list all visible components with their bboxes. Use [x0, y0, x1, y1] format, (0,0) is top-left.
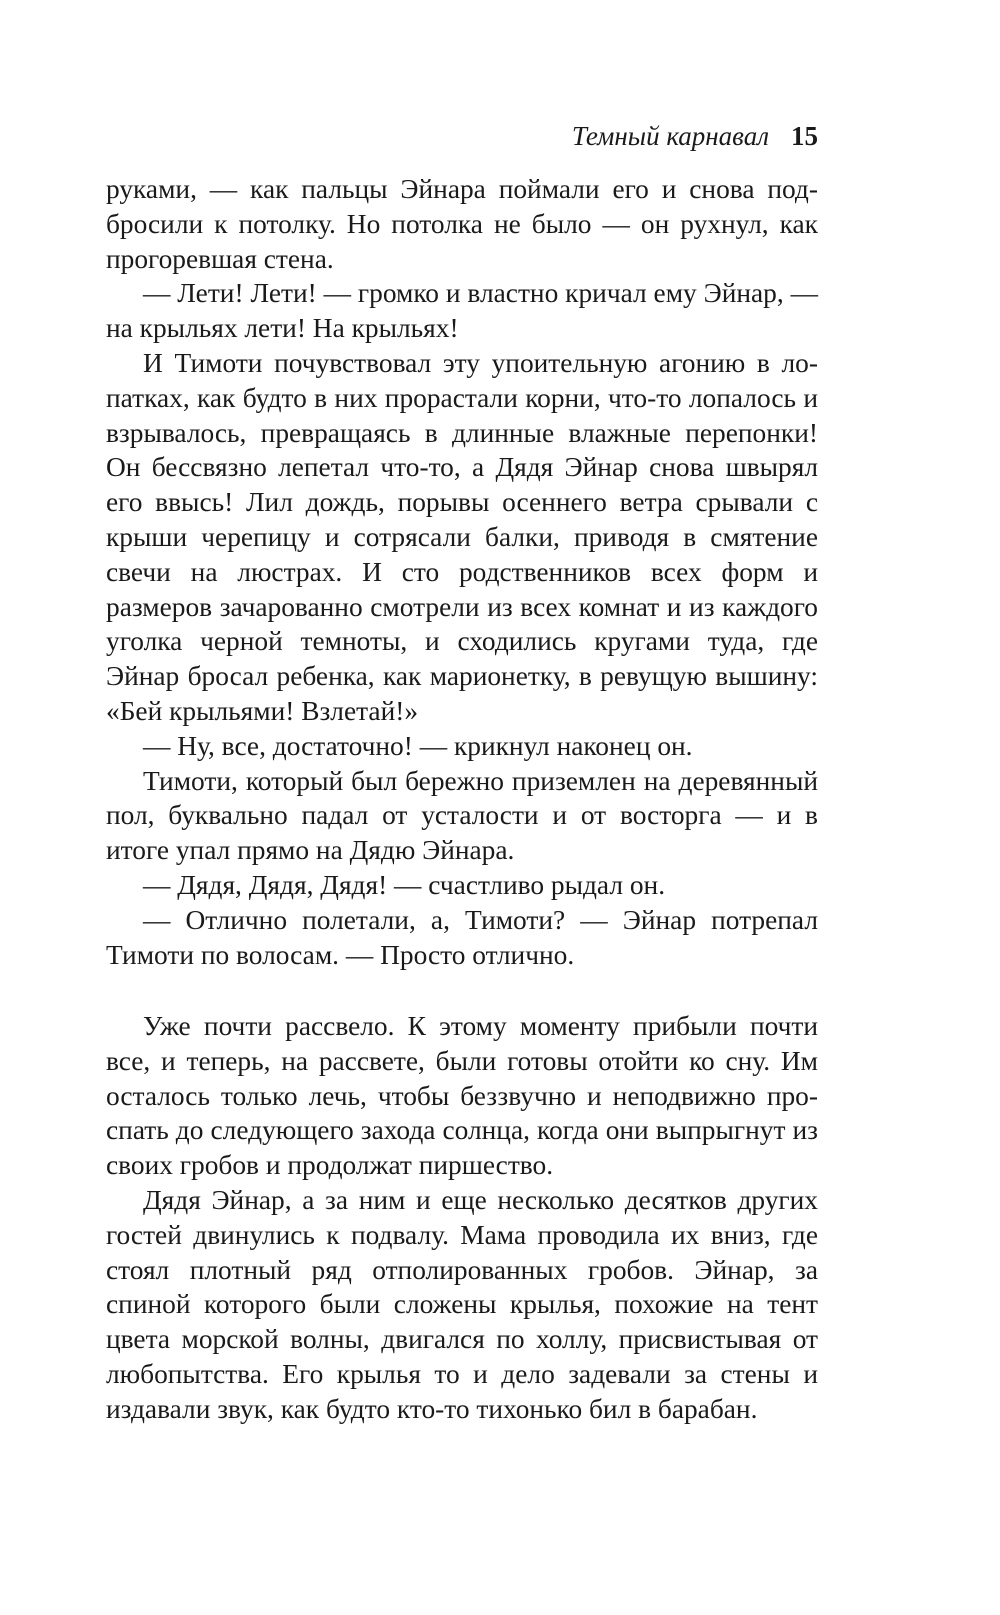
page-number: 15	[791, 121, 818, 151]
paragraph: руками, — как пальцы Эйнара поймали его и снова подбросили к потолку. Но потолка не было — он рухнул, как прогоревшая стена.	[106, 174, 818, 274]
paragraph: И Тимоти почувствовал эту упоительную агонию в лопатках, как будто в них прорастали корни, что-то лопалось и взрывалось, превращаясь в длинные влажные перепонки! Он бессвязно лепетал что-то, а Дядя Эйнар снова швырял его ввысь! Лил дождь, порывы осеннего ветра срывали с крыши черепицу и сотрясали балки, приводя в смятение свечи на люстрах. И сто родственников всех форм и размеров зачарованно смотрели из всех комнат и из каждого уголка черной темноты, и сходились кругами туда, где Эйнар бросал ребенка, как марионетку, в ревущую вышину: «Бей крыльями! Взлетай!»	[106, 347, 818, 726]
text-section-1	[106, 172, 818, 972]
paragraph: Тимоти, который был бережно приземлен на деревянный пол, буквально падал от усталости и от восторга — и в итоге упал прямо на Дядю Эйнара.	[106, 765, 818, 866]
paragraph: — Лети! Лети! — громко и властно кричал ему Эйнар, — на крыльях лети! На крыльях!	[106, 278, 818, 344]
text-section-2	[106, 1009, 818, 1427]
running-title: Темный карнавал	[571, 121, 769, 151]
paragraph: — Отлично полетали, а, Тимоти? — Эйнар потрепал Тимоти по волосам. — Просто отлично.	[106, 904, 818, 970]
paragraph: — Дядя, Дядя, Дядя! — счастливо рыдал он.	[143, 869, 666, 900]
book-page	[106, 0, 818, 1615]
running-header	[572, 116, 818, 156]
paragraph: — Ну, все, достаточно! — крикнул наконец он.	[143, 730, 693, 761]
paragraph: Дядя Эйнар, а за ним и еще несколько десятков других гостей двинулись к подвалу. Мама проводила их вниз, где стоял плотный ряд отполированных гробов. Эйнар, за спиной которого были сложены крылья, похожие на тент цвета морской волны, двигался по холлу, присвистывая от любопытства. Его крылья то и дело задевали за стены и издавали звук, как будто кто-то тихонько бил в барабан.	[106, 1184, 818, 1424]
paragraph: Уже почти рассвело. К этому моменту прибыли почти все, и теперь, на рассвете, были готовы отойти ко сну. Им осталось только лечь, чтобы беззвучно и неподвижно проспать до следующего захода солнца, когда они выпрыгнут из своих гробов и продолжат пиршество.	[106, 1011, 818, 1181]
